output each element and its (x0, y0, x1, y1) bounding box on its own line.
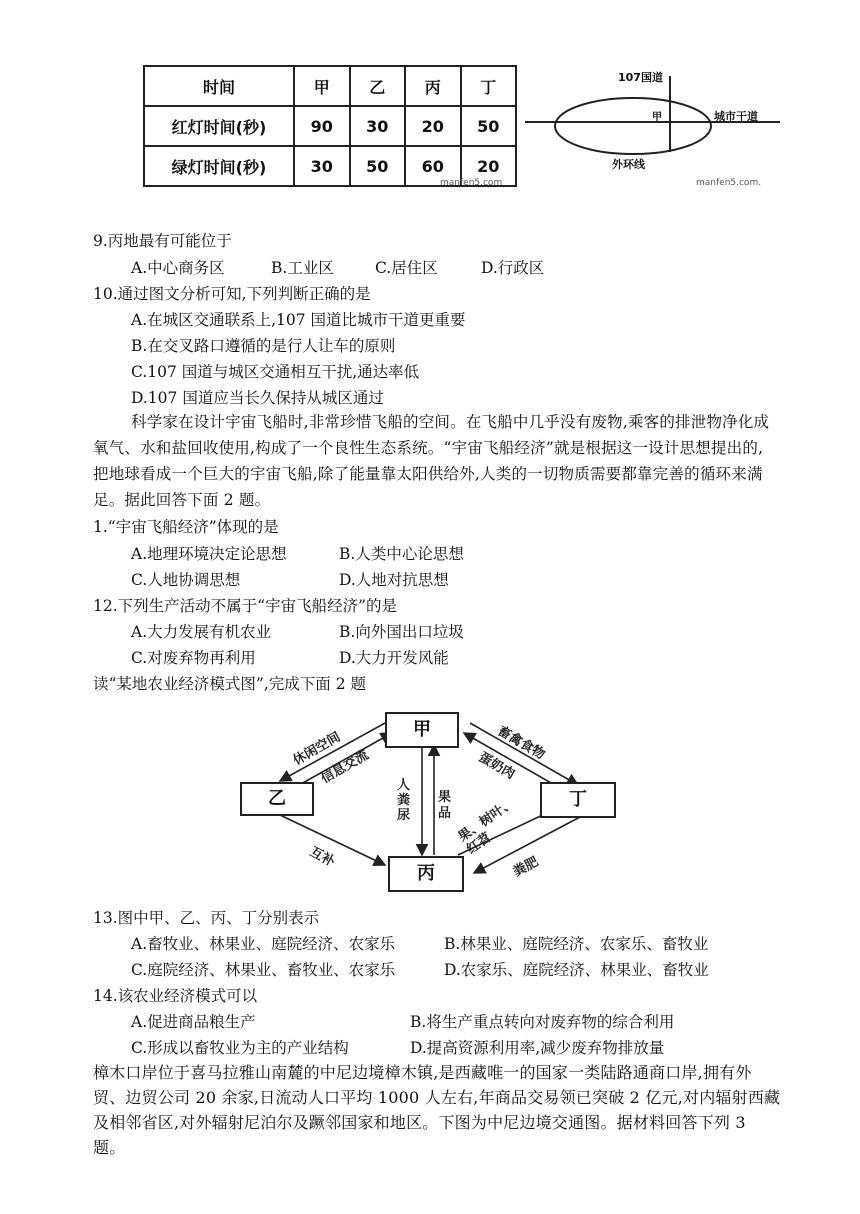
q13-option-d: D.农家乐、庭院经济、林果业、畜牧业 (444, 961, 709, 979)
label-leisure: 休闲空间 (290, 729, 344, 769)
q9-stem: 9.丙地最有可能位于 (93, 232, 232, 250)
node-jia: 甲 (385, 712, 459, 748)
table-cell: 90 (294, 106, 350, 146)
watermark-left: manfen5.com (440, 178, 503, 188)
label-fruit: 果品 (438, 790, 452, 821)
q9-option-d: D.行政区 (481, 259, 545, 277)
q14-option-b: B.将生产重点转向对废弃物的综合利用 (410, 1013, 675, 1031)
q12-option-d: D.大力开发风能 (339, 649, 449, 667)
q11-stem: 1.“宇宙飞船经济”体现的是 (93, 518, 279, 536)
q14-option-a: A.促进商品粮生产 (131, 1013, 256, 1031)
q11-option-b: B.人类中心论思想 (339, 545, 464, 563)
node-ding: 丁 (540, 782, 616, 818)
passage-spaceship: 科学家在设计宇宙飞船时,非常珍惜飞船的空间。在飞船中几乎没有废物,乘客的排泄物净化成氧气、水和盐回收使用,构成了一个良性生态系统。“宇宙飞船经济”就是根据这一设计思想提出的,把地球看成一个巨大的宇宙飞船,除了能量靠太阳供给外,人类的一切物质需要都靠完善的循环来满足。据此回答下面 2 题。 (93, 413, 770, 509)
q14-stem: 14.该农业经济模式可以 (93, 987, 258, 1005)
label-livestock-food: 畜禽食物 (494, 723, 548, 763)
table-header-time: 时间 (144, 66, 294, 106)
table-header-jia: 甲 (294, 66, 350, 106)
table-cell: 20 (461, 146, 517, 186)
q10-stem: 10.通过图文分析可知,下列判断正确的是 (93, 285, 371, 303)
node-bing: 丙 (388, 856, 464, 892)
table-cell: 30 (294, 146, 350, 186)
ring-road (555, 98, 711, 154)
q12-option-b: B.向外国出口垃圾 (339, 623, 464, 641)
table-header-ding: 丁 (461, 66, 517, 106)
label-info: 信息交流 (318, 747, 372, 787)
point-jia-label: 甲 (652, 112, 662, 123)
q12-option-c: C.对废弃物再利用 (131, 649, 256, 667)
label-complement: 互补 (307, 844, 338, 870)
table-header-bing: 丙 (405, 66, 461, 106)
traffic-light-table (143, 65, 517, 187)
node-yi: 乙 (240, 782, 314, 816)
q13-stem: 13.图中甲、乙、丙、丁分别表示 (93, 909, 320, 927)
q13-option-a: A.畜牧业、林果业、庭院经济、农家乐 (131, 935, 396, 953)
q14-option-d: D.提高资源利用率,减少废弃物排放量 (410, 1039, 665, 1057)
table-header-yi: 乙 (350, 66, 406, 106)
q11-option-a: A.地理环境决定论思想 (131, 545, 287, 563)
table-cell: 30 (350, 106, 406, 146)
q10-option-c: C.107 国道与城区交通相互干扰,通达率低 (131, 363, 420, 381)
city-road-label: 城市干道 (714, 110, 758, 123)
table-cell: 50 (461, 106, 517, 146)
watermark-right: manfen5.com. (696, 178, 762, 188)
q10-option-a: A.在城区交通联系上,107 国道比城市干道更重要 (131, 311, 466, 329)
table-cell: 50 (350, 146, 406, 186)
q13-option-b: B.林果业、庭院经济、农家乐、畜牧业 (444, 935, 709, 953)
q12-stem: 12.下列生产活动不属于“宇宙飞船经济”的是 (93, 597, 397, 615)
ring-road-label: 外环线 (612, 158, 645, 171)
q9-option-a: A.中心商务区 (131, 259, 225, 277)
label-manure: 人粪尿 (397, 778, 411, 823)
diagram-intro: 读“某地农业经济模式图”,完成下面 2 题 (93, 675, 366, 693)
label-eggs-milk-meat: 蛋奶肉 (475, 749, 518, 783)
passage-zhangmu: 樟木口岸位于喜马拉雅山南麓的中尼边境樟木镇,是西藏唯一的国家一类陆路通商口岸,拥有外贸、边贸公司 20 余家,日流动人口平均 1000 人左右,年商品交易领已突破 2 亿元,对内辐射西藏及相邻省区,对外辐射尼泊尔及蹶邻国家和地区。下图为中尼边境交通图。据材料回答下列 3 题。 (93, 1063, 781, 1157)
q11-option-d: D.人地对抗思想 (339, 571, 449, 589)
table-cell: 20 (405, 106, 461, 146)
q13-option-c: C.庭院经济、林果业、畜牧业、农家乐 (131, 961, 396, 979)
road-107-label: 107国道 (618, 71, 663, 84)
q11-option-c: C.人地协调思想 (131, 571, 241, 589)
q9-option-c: C.居住区 (375, 259, 438, 277)
row-label-green: 绿灯时间(秒) (144, 146, 294, 186)
q12-option-a: A.大力发展有机农业 (131, 623, 272, 641)
q9-option-b: B.工业区 (271, 259, 334, 277)
q10-option-d: D.107 国道应当长久保持从城区通过 (131, 389, 384, 407)
label-dung: 粪肥 (510, 854, 541, 880)
table-row (144, 106, 516, 146)
q10-option-b: B.在交叉路口遵循的是行人让车的原则 (131, 337, 396, 355)
table-cell: 60 (405, 146, 461, 186)
row-label-red: 红灯时间(秒) (144, 106, 294, 146)
label-fruit-leaves: 果、树叶、红苕 (455, 795, 518, 858)
q14-option-c: C.形成以畜牧业为主的产业结构 (131, 1039, 349, 1057)
